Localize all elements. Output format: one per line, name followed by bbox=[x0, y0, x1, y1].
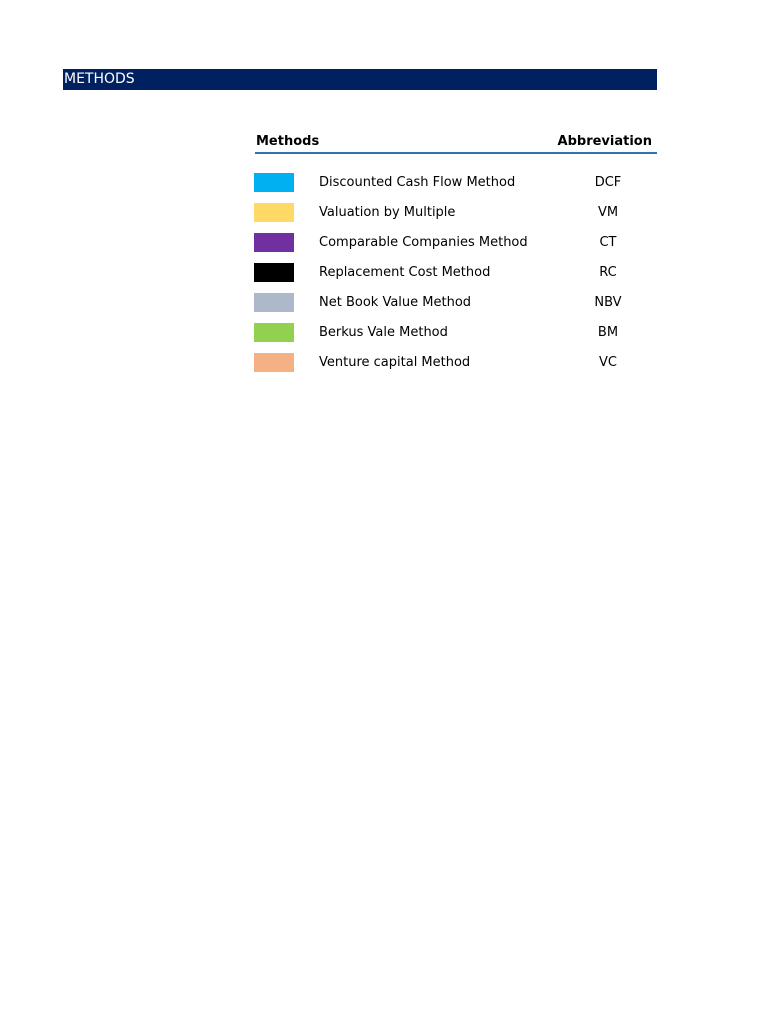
method-abbreviation: NBV bbox=[594, 295, 622, 310]
method-name: Venture capital Method bbox=[319, 355, 471, 370]
color-swatch bbox=[254, 173, 294, 192]
method-name: Discounted Cash Flow Method bbox=[319, 175, 516, 190]
table-header bbox=[255, 133, 657, 154]
method-row bbox=[254, 229, 658, 259]
method-name: Comparable Companies Method bbox=[319, 235, 528, 250]
color-swatch bbox=[254, 353, 294, 372]
color-swatch bbox=[254, 263, 294, 282]
method-abbreviation: VC bbox=[599, 355, 617, 370]
color-swatch bbox=[254, 293, 294, 312]
method-abbreviation: BM bbox=[597, 325, 619, 340]
section-title: METHODS bbox=[63, 69, 657, 90]
method-name: Net Book Value Method bbox=[319, 295, 472, 310]
method-row bbox=[254, 259, 658, 289]
method-abbreviation: VM bbox=[597, 205, 619, 220]
method-row bbox=[254, 169, 658, 199]
method-row bbox=[254, 349, 658, 379]
method-row bbox=[254, 199, 658, 229]
method-abbreviation: DCF bbox=[594, 175, 622, 190]
methods-list bbox=[254, 169, 658, 379]
abbreviation-column-header: Abbreviation bbox=[557, 134, 652, 149]
method-row bbox=[254, 319, 658, 349]
method-name: Berkus Vale Method bbox=[319, 325, 448, 340]
color-swatch bbox=[254, 203, 294, 222]
method-name: Valuation by Multiple bbox=[319, 205, 456, 220]
method-row bbox=[254, 289, 658, 319]
methods-column-header: Methods bbox=[256, 134, 320, 149]
color-swatch bbox=[254, 323, 294, 342]
method-abbreviation: RC bbox=[599, 265, 617, 280]
method-abbreviation: CT bbox=[599, 235, 617, 250]
method-name: Replacement Cost Method bbox=[319, 265, 491, 280]
color-swatch bbox=[254, 233, 294, 252]
